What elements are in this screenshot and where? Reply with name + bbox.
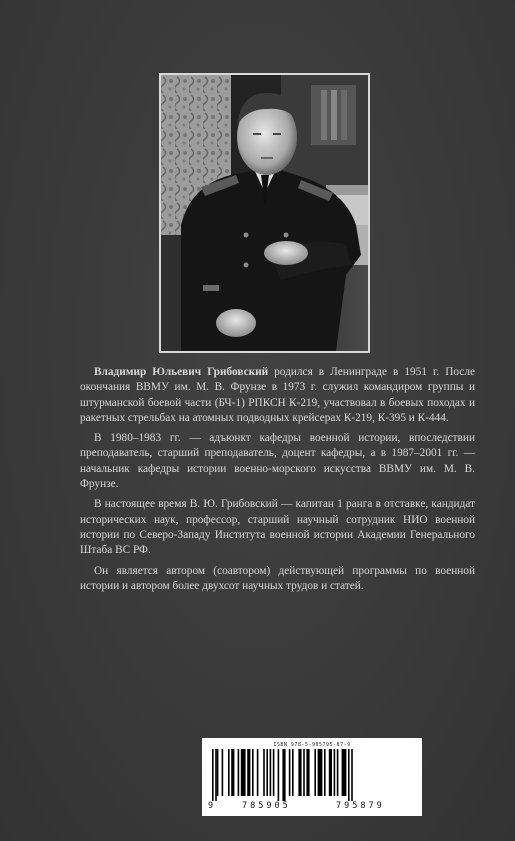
barcode-bar xyxy=(351,749,353,801)
barcode-bar xyxy=(217,749,219,796)
barcode-bar xyxy=(318,749,323,796)
bio-paragraph-1-text: родился в Ленинграде в 1951 г. После окончания ВВМУ им. М. В. Фрунзе в 1973 г. служил командиром группы и штурманской боевой части (БЧ-1) РПКСН К-219, участвовал в боевых походах и ракетных стрельбах на атомных подводных крейсерах К-219, К-395 и К-444. xyxy=(80,366,476,424)
barcode-bar xyxy=(231,749,234,796)
bio-paragraph-2: В 1980–1983 гг. — адъюнкт кафедры военной истории, впоследствии преподаватель, старший преподаватель, доцент кафедры, а в 1987–2001 гг. — начальник кафедры истории военно-морского искусства ВВМУ им. М. В. Фрунзе. xyxy=(80,432,475,491)
barcode-first-digit: 9 xyxy=(208,801,214,811)
barcode-bar xyxy=(273,749,275,796)
bio-paragraph-4: Он является автором (соавтором) действующей программы по военной истории и автором более двухсот научных трудов и статей. xyxy=(80,564,475,592)
barcode-bar xyxy=(228,749,230,796)
barcode-bar xyxy=(298,749,301,796)
barcode-bar xyxy=(257,749,259,796)
author-bio xyxy=(80,365,475,599)
isbn-barcode xyxy=(202,738,422,816)
barcode-right-group: 795879 xyxy=(336,801,385,811)
barcode-bar xyxy=(247,749,250,796)
barcode-bar xyxy=(337,749,339,796)
barcode-bars-icon xyxy=(208,749,416,801)
barcode-bar xyxy=(212,749,214,801)
barcode-bar xyxy=(348,749,350,801)
bio-paragraph-3: В настоящее время В. Ю. Грибовский — капитан 1 ранга в отставке, кандидат исторических наук, профессор, старший научный сотрудник НИО военной истории по Северо-Западу Института военной истории Академии Генерального Штаба ВС РФ. xyxy=(80,498,475,557)
barcode-bar xyxy=(329,749,332,796)
barcode-bar xyxy=(306,749,309,796)
barcode-bar xyxy=(222,749,224,796)
barcode-bar xyxy=(252,749,254,796)
barcode-digits xyxy=(208,801,416,811)
barcode-bar xyxy=(278,749,280,801)
bio-paragraph-1 xyxy=(80,365,475,426)
barcode-bar xyxy=(238,749,240,796)
barcode-isbn-text: ISBN 978-5-905795-87-9 xyxy=(273,742,351,748)
barcode-bar xyxy=(342,749,347,796)
author-name: Владимир Юльевич Грибовский xyxy=(94,366,269,378)
author-photo xyxy=(159,73,370,353)
barcode-bar xyxy=(266,749,268,796)
barcode-bar xyxy=(263,749,265,796)
barcode-bar xyxy=(292,749,294,796)
portrait-photo-icon xyxy=(161,75,368,351)
barcode-bar xyxy=(334,749,336,796)
barcode-left-group: 785905 xyxy=(242,801,291,811)
barcode-bar xyxy=(289,749,291,796)
barcode-bar xyxy=(215,749,217,801)
barcode-bar xyxy=(241,749,246,796)
barcode-bar xyxy=(303,749,305,796)
barcode-bar xyxy=(270,749,272,796)
barcode-bar xyxy=(324,749,326,796)
barcode-bar xyxy=(282,749,285,801)
barcode-bar xyxy=(314,749,316,796)
